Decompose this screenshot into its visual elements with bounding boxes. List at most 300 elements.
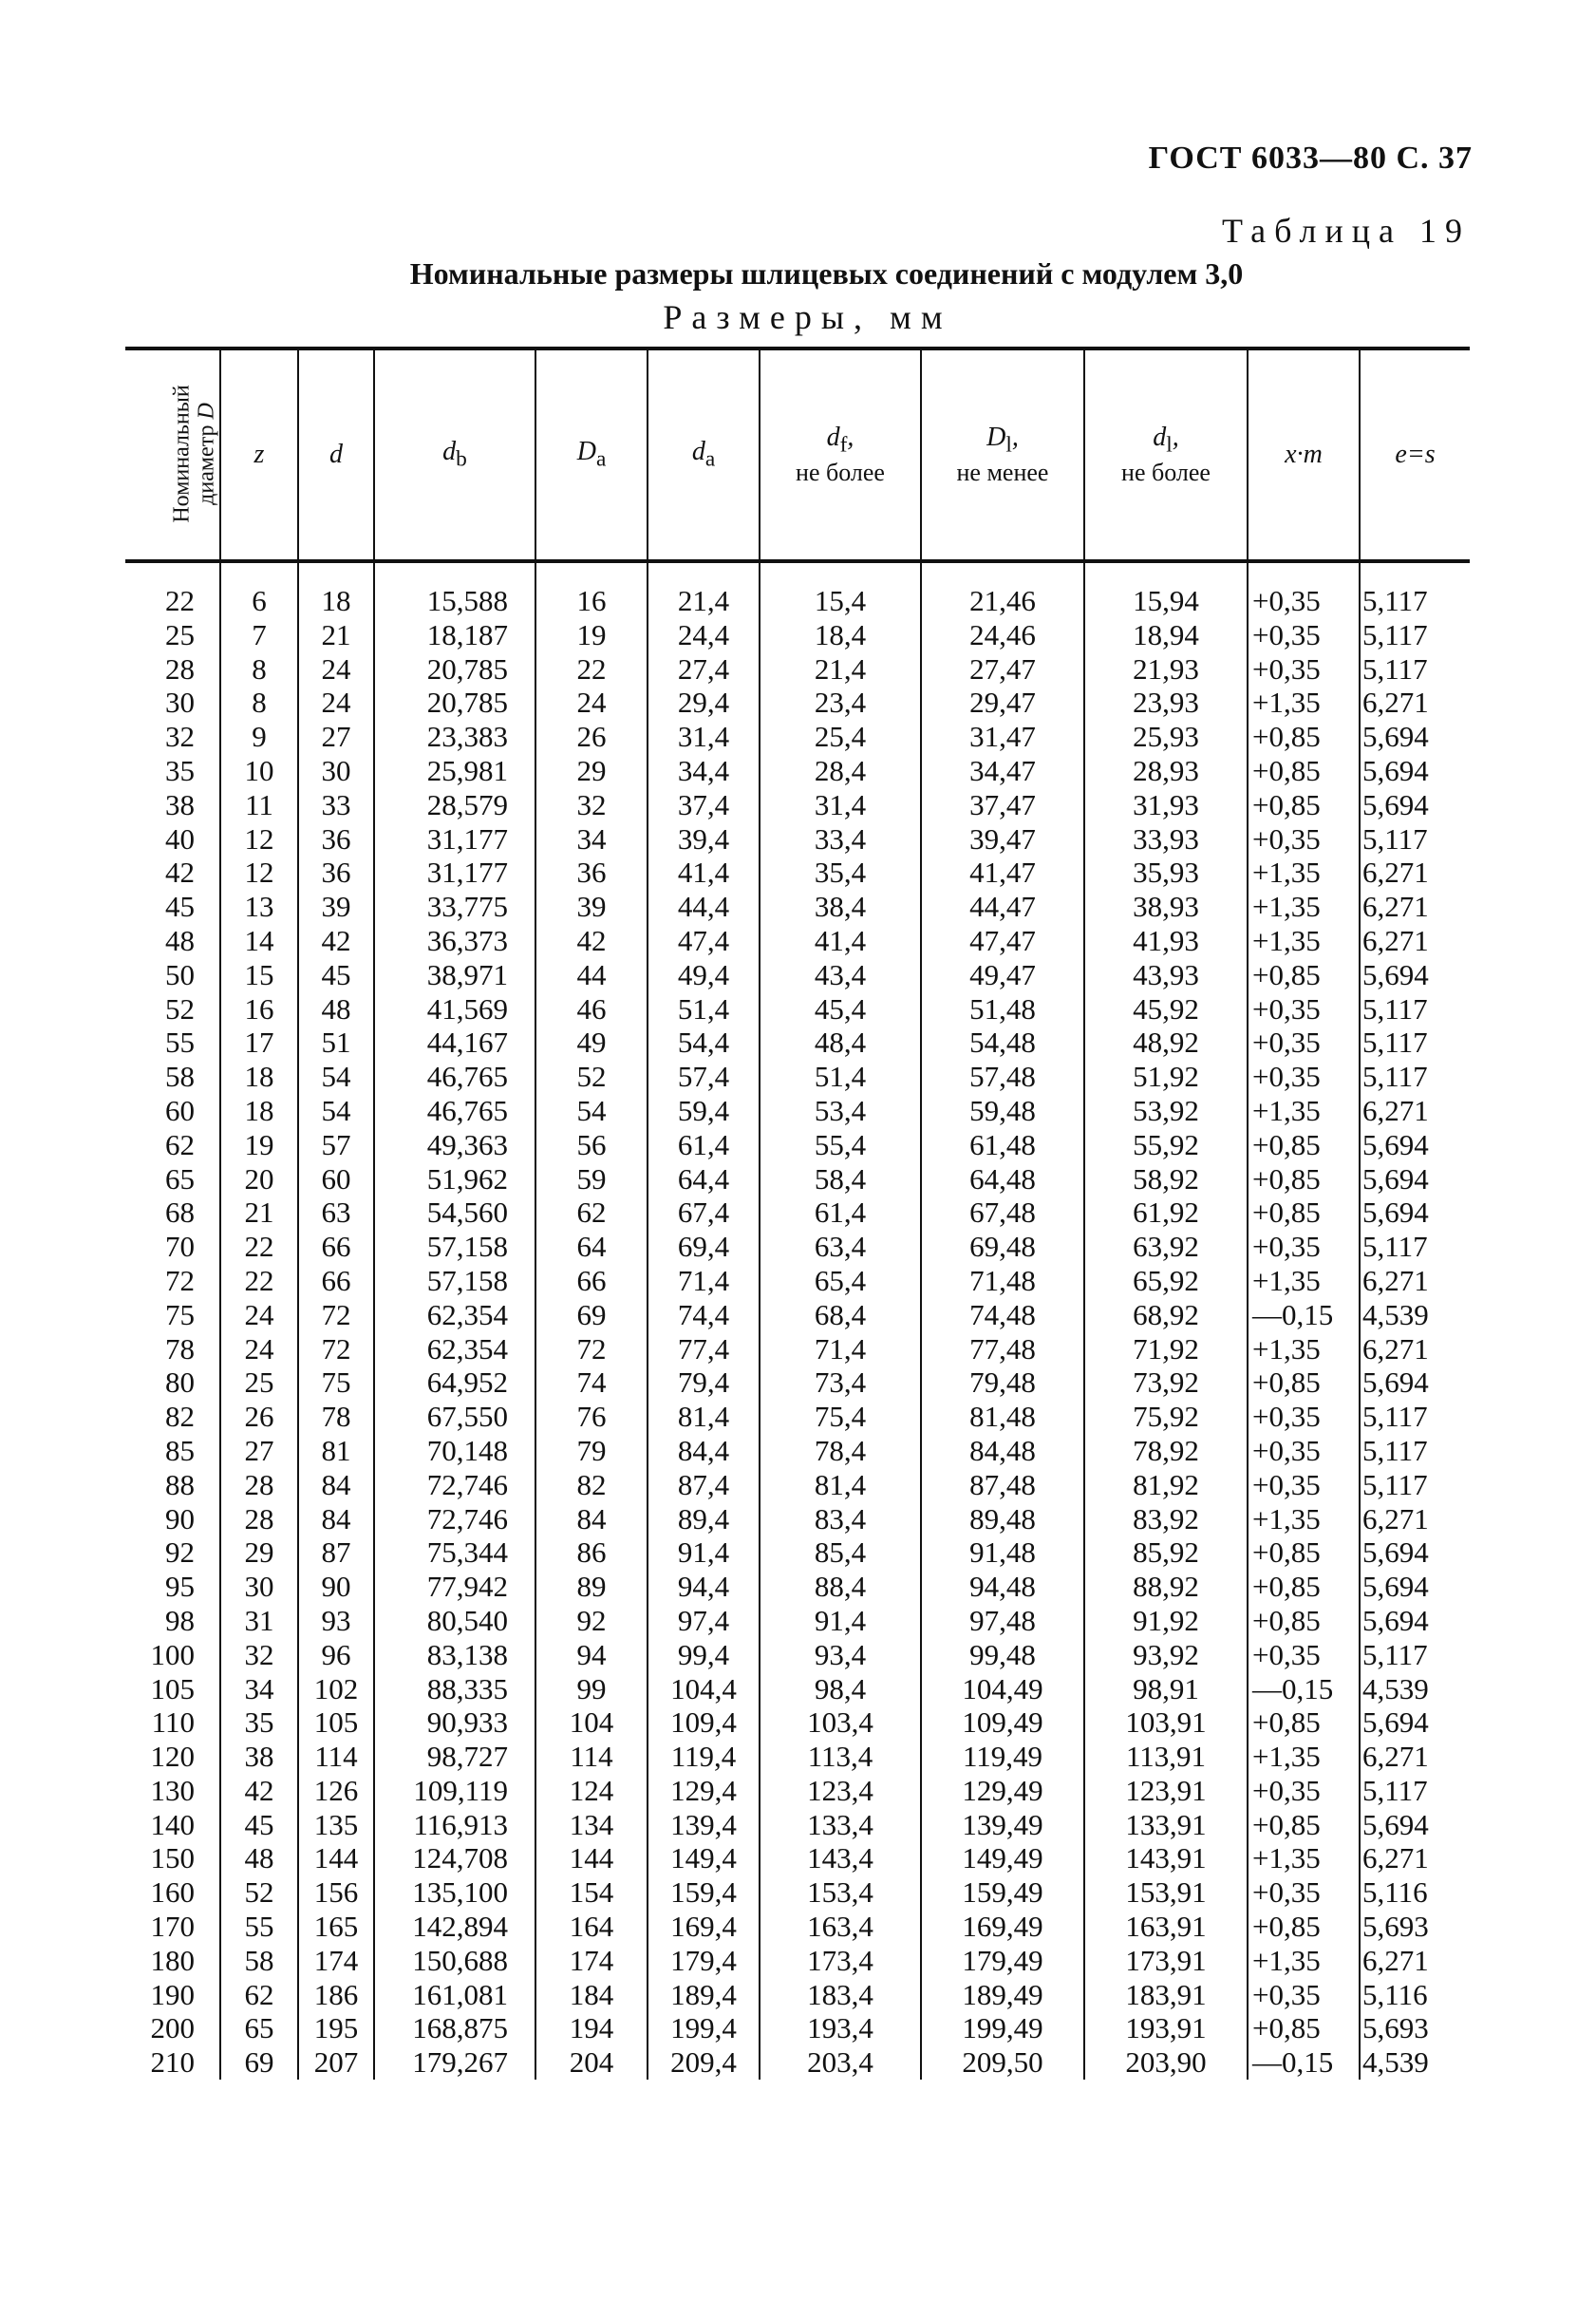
- cell-da: 31,4: [648, 720, 760, 754]
- cell-Dl: 77,48: [921, 1332, 1084, 1366]
- cell-nominal-diameter: 200: [150, 2011, 195, 2045]
- cell-db: 15,588: [374, 561, 535, 618]
- cell-z: 13: [220, 890, 298, 924]
- cell-da: 74,4: [648, 1298, 760, 1332]
- cell-es: 5,694: [1360, 754, 1470, 788]
- cell-Dl: 84,48: [921, 1434, 1084, 1468]
- cell-df: 133,4: [760, 1808, 921, 1842]
- cell-Dl: 67,48: [921, 1196, 1084, 1230]
- cell-Dl: 129,49: [921, 1774, 1084, 1808]
- cell-df: 71,4: [760, 1332, 921, 1366]
- table-row: [125, 1060, 1470, 1094]
- cell-es: 5,117: [1360, 1774, 1470, 1808]
- cell-es: 4,539: [1360, 1672, 1470, 1706]
- table-row: [125, 2011, 1470, 2045]
- cell-z: 16: [220, 992, 298, 1027]
- cell-df: 98,4: [760, 1672, 921, 1706]
- cell-da: 129,4: [648, 1774, 760, 1808]
- cell-db: 142,894: [374, 1910, 535, 1944]
- cell-nominal-diameter: 48: [165, 923, 195, 957]
- cell-xm: +1,35: [1248, 686, 1360, 720]
- table-row: [125, 1978, 1470, 2012]
- cell-z: 34: [220, 1672, 298, 1706]
- cell-df: 91,4: [760, 1604, 921, 1638]
- cell-xm: +1,35: [1248, 1332, 1360, 1366]
- cell-dl: 93,92: [1084, 1638, 1248, 1672]
- table-row: [125, 1230, 1470, 1264]
- cell-Dl: 24,46: [921, 618, 1084, 652]
- cell-Da: 26: [535, 720, 648, 754]
- cell-xm: +0,85: [1248, 1570, 1360, 1604]
- cell-nominal-diameter: 82: [165, 1400, 195, 1434]
- cell-z: 52: [220, 1875, 298, 1910]
- cell-xm: +1,35: [1248, 1740, 1360, 1774]
- cell-da: 27,4: [648, 652, 760, 687]
- cell-xm: +0,35: [1248, 1978, 1360, 2012]
- cell-da: 87,4: [648, 1468, 760, 1502]
- cell-z: 55: [220, 1910, 298, 1944]
- cell-df: 203,4: [760, 2045, 921, 2080]
- cell-z: 29: [220, 1535, 298, 1570]
- cell-xm: +0,35: [1248, 1875, 1360, 1910]
- table-row: [125, 890, 1470, 924]
- cell-dl: 63,92: [1084, 1230, 1248, 1264]
- table-row: [125, 1808, 1470, 1842]
- cell-Da: 124: [535, 1774, 648, 1808]
- cell-Da: 66: [535, 1264, 648, 1298]
- cell-dl: 41,93: [1084, 924, 1248, 958]
- cell-xm: +0,35: [1248, 992, 1360, 1027]
- cell-Da: 86: [535, 1535, 648, 1570]
- cell-z: 28: [220, 1468, 298, 1502]
- table-header-row: [125, 348, 1470, 561]
- cell-db: 36,373: [374, 924, 535, 958]
- cell-nominal-diameter: 35: [165, 753, 195, 787]
- cell-db: 23,383: [374, 720, 535, 754]
- table-row: [125, 1434, 1470, 1468]
- cell-df: 153,4: [760, 1875, 921, 1910]
- col-header-nominal-diameter: Номинальный диаметр D: [125, 348, 220, 561]
- cell-d: 21: [298, 618, 374, 652]
- cell-da: 149,4: [648, 1841, 760, 1875]
- cell-Da: 174: [535, 1944, 648, 1978]
- cell-Dl: 99,48: [921, 1638, 1084, 1672]
- cell-dl: 58,92: [1084, 1162, 1248, 1196]
- cell-Dl: 51,48: [921, 992, 1084, 1027]
- cell-dl: 113,91: [1084, 1740, 1248, 1774]
- cell-d: 57: [298, 1128, 374, 1162]
- cell-xm: +0,85: [1248, 2011, 1360, 2045]
- cell-da: 61,4: [648, 1128, 760, 1162]
- cell-d: 72: [298, 1332, 374, 1366]
- cell-Da: 34: [535, 822, 648, 857]
- table-row: [125, 1910, 1470, 1944]
- cell-xm: +0,35: [1248, 1026, 1360, 1060]
- cell-nominal-diameter: 40: [165, 821, 195, 856]
- cell-z: 9: [220, 720, 298, 754]
- cell-xm: +0,85: [1248, 958, 1360, 992]
- cell-Dl: 119,49: [921, 1740, 1084, 1774]
- cell-da: 47,4: [648, 924, 760, 958]
- cell-d: 102: [298, 1672, 374, 1706]
- cell-xm: +0,35: [1248, 652, 1360, 687]
- cell-da: 169,4: [648, 1910, 760, 1944]
- cell-db: 109,119: [374, 1774, 535, 1808]
- cell-dl: 38,93: [1084, 890, 1248, 924]
- cell-Da: 54: [535, 1094, 648, 1128]
- cell-es: 5,117: [1360, 561, 1470, 618]
- cell-es: 5,117: [1360, 992, 1470, 1027]
- cell-Dl: 74,48: [921, 1298, 1084, 1332]
- cell-dl: 25,93: [1084, 720, 1248, 754]
- cell-Da: 72: [535, 1332, 648, 1366]
- cell-Dl: 54,48: [921, 1026, 1084, 1060]
- cell-nominal-diameter: 50: [165, 957, 195, 991]
- page-header: ГОСТ 6033—80 С. 37: [1148, 141, 1473, 176]
- cell-db: 31,177: [374, 822, 535, 857]
- cell-d: 135: [298, 1808, 374, 1842]
- cell-Da: 22: [535, 652, 648, 687]
- cell-d: 51: [298, 1026, 374, 1060]
- cell-z: 20: [220, 1162, 298, 1196]
- cell-dl: 18,94: [1084, 618, 1248, 652]
- cell-z: 8: [220, 652, 298, 687]
- cell-da: 179,4: [648, 1944, 760, 1978]
- table-row: [125, 754, 1470, 788]
- cell-df: 63,4: [760, 1230, 921, 1264]
- cell-da: 209,4: [648, 2045, 760, 2080]
- cell-df: 78,4: [760, 1434, 921, 1468]
- table-row: [125, 958, 1470, 992]
- cell-z: 25: [220, 1366, 298, 1400]
- col-header-da: $d_a$: [648, 348, 760, 561]
- cell-da: 54,4: [648, 1026, 760, 1060]
- cell-da: 21,4: [648, 561, 760, 618]
- cell-nominal-diameter: 42: [165, 856, 195, 890]
- cell-Dl: 159,49: [921, 1875, 1084, 1910]
- cell-df: 23,4: [760, 686, 921, 720]
- cell-nominal-diameter: 100: [150, 1637, 195, 1671]
- cell-xm: +1,35: [1248, 924, 1360, 958]
- cell-z: 62: [220, 1978, 298, 2012]
- cell-Da: 49: [535, 1026, 648, 1060]
- cell-dl: 45,92: [1084, 992, 1248, 1027]
- cell-nominal-diameter: 120: [150, 1740, 195, 1774]
- cell-Da: 82: [535, 1468, 648, 1502]
- cell-Da: 79: [535, 1434, 648, 1468]
- cell-Da: 56: [535, 1128, 648, 1162]
- cell-es: 6,271: [1360, 1264, 1470, 1298]
- cell-d: 93: [298, 1604, 374, 1638]
- cell-xm: +1,35: [1248, 1841, 1360, 1875]
- cell-Da: 52: [535, 1060, 648, 1094]
- cell-nominal-diameter: 68: [165, 1196, 195, 1230]
- cell-z: 10: [220, 754, 298, 788]
- cell-d: 165: [298, 1910, 374, 1944]
- cell-db: 57,158: [374, 1264, 535, 1298]
- cell-db: 83,138: [374, 1638, 535, 1672]
- cell-db: 62,354: [374, 1332, 535, 1366]
- cell-es: 5,116: [1360, 1875, 1470, 1910]
- cell-Da: 32: [535, 788, 648, 822]
- table-row: [125, 1570, 1470, 1604]
- cell-z: 12: [220, 856, 298, 890]
- cell-nominal-diameter: 92: [165, 1535, 195, 1570]
- cell-df: 193,4: [760, 2011, 921, 2045]
- cell-db: 25,981: [374, 754, 535, 788]
- cell-db: 179,267: [374, 2045, 535, 2080]
- cell-db: 31,177: [374, 856, 535, 890]
- cell-d: 78: [298, 1400, 374, 1434]
- cell-db: 80,540: [374, 1604, 535, 1638]
- cell-dl: 85,92: [1084, 1535, 1248, 1570]
- col-header-es: e=s: [1360, 348, 1470, 561]
- table-row: [125, 561, 1470, 618]
- cell-dl: 163,91: [1084, 1910, 1248, 1944]
- cell-z: 30: [220, 1570, 298, 1604]
- cell-d: 174: [298, 1944, 374, 1978]
- cell-Dl: 69,48: [921, 1230, 1084, 1264]
- cell-xm: +1,35: [1248, 856, 1360, 890]
- cell-z: 7: [220, 618, 298, 652]
- cell-df: 55,4: [760, 1128, 921, 1162]
- cell-z: 48: [220, 1841, 298, 1875]
- cell-df: 28,4: [760, 754, 921, 788]
- cell-dl: 71,92: [1084, 1332, 1248, 1366]
- cell-z: 22: [220, 1264, 298, 1298]
- cell-da: 159,4: [648, 1875, 760, 1910]
- cell-da: 49,4: [648, 958, 760, 992]
- cell-df: 51,4: [760, 1060, 921, 1094]
- cell-Dl: 91,48: [921, 1535, 1084, 1570]
- cell-xm: +0,35: [1248, 1434, 1360, 1468]
- cell-Da: 134: [535, 1808, 648, 1842]
- cell-xm: +0,85: [1248, 1705, 1360, 1740]
- cell-da: 77,4: [648, 1332, 760, 1366]
- cell-Dl: 64,48: [921, 1162, 1084, 1196]
- cell-Dl: 21,46: [921, 561, 1084, 618]
- cell-Da: 204: [535, 2045, 648, 2080]
- cell-xm: +0,35: [1248, 1468, 1360, 1502]
- cell-Dl: 94,48: [921, 1570, 1084, 1604]
- cell-es: 5,117: [1360, 822, 1470, 857]
- cell-es: 5,694: [1360, 720, 1470, 754]
- cell-Da: 114: [535, 1740, 648, 1774]
- cell-df: 45,4: [760, 992, 921, 1027]
- cell-nominal-diameter: 95: [165, 1570, 195, 1604]
- cell-db: 51,962: [374, 1162, 535, 1196]
- cell-da: 104,4: [648, 1672, 760, 1706]
- cell-Dl: 209,50: [921, 2045, 1084, 2080]
- cell-da: 81,4: [648, 1400, 760, 1434]
- cell-d: 105: [298, 1705, 374, 1740]
- table-row: [125, 1841, 1470, 1875]
- cell-dl: 73,92: [1084, 1366, 1248, 1400]
- cell-nominal-diameter: 60: [165, 1093, 195, 1127]
- cell-df: 48,4: [760, 1026, 921, 1060]
- cell-es: 5,117: [1360, 1026, 1470, 1060]
- cell-Dl: 169,49: [921, 1910, 1084, 1944]
- cell-Da: 29: [535, 754, 648, 788]
- cell-df: 38,4: [760, 890, 921, 924]
- cell-es: 5,694: [1360, 1570, 1470, 1604]
- cell-d: 144: [298, 1841, 374, 1875]
- cell-nominal-diameter: 22: [165, 584, 195, 617]
- cell-Dl: 97,48: [921, 1604, 1084, 1638]
- cell-Dl: 34,47: [921, 754, 1084, 788]
- cell-xm: +0,85: [1248, 720, 1360, 754]
- cell-d: 33: [298, 788, 374, 822]
- cell-df: 25,4: [760, 720, 921, 754]
- cell-da: 37,4: [648, 788, 760, 822]
- cell-db: 46,765: [374, 1060, 535, 1094]
- cell-Dl: 89,48: [921, 1502, 1084, 1536]
- cell-df: 21,4: [760, 652, 921, 687]
- cell-Da: 104: [535, 1705, 648, 1740]
- cell-Dl: 37,47: [921, 788, 1084, 822]
- cell-da: 39,4: [648, 822, 760, 857]
- cell-Da: 184: [535, 1978, 648, 2012]
- cell-xm: +1,35: [1248, 1094, 1360, 1128]
- cell-d: 48: [298, 992, 374, 1027]
- cell-d: 207: [298, 2045, 374, 2080]
- cell-dl: 61,92: [1084, 1196, 1248, 1230]
- cell-es: 5,694: [1360, 958, 1470, 992]
- cell-Da: 44: [535, 958, 648, 992]
- cell-es: 6,271: [1360, 1841, 1470, 1875]
- cell-Da: 16: [535, 561, 648, 618]
- cell-d: 90: [298, 1570, 374, 1604]
- cell-es: 5,117: [1360, 618, 1470, 652]
- cell-es: 5,693: [1360, 1910, 1470, 1944]
- cell-df: 83,4: [760, 1502, 921, 1536]
- cell-d: 126: [298, 1774, 374, 1808]
- cell-es: 4,539: [1360, 1298, 1470, 1332]
- cell-df: 61,4: [760, 1196, 921, 1230]
- table-row: [125, 686, 1470, 720]
- cell-nominal-diameter: 85: [165, 1433, 195, 1467]
- table-row: [125, 618, 1470, 652]
- cell-es: 5,694: [1360, 1366, 1470, 1400]
- cell-Dl: 104,49: [921, 1672, 1084, 1706]
- cell-d: 18: [298, 561, 374, 618]
- cell-Dl: 109,49: [921, 1705, 1084, 1740]
- table-row: [125, 1774, 1470, 1808]
- cell-z: 42: [220, 1774, 298, 1808]
- cell-dl: 65,92: [1084, 1264, 1248, 1298]
- cell-es: 5,117: [1360, 1638, 1470, 1672]
- cell-db: 46,765: [374, 1094, 535, 1128]
- cell-Dl: 179,49: [921, 1944, 1084, 1978]
- cell-dl: 68,92: [1084, 1298, 1248, 1332]
- cell-z: 12: [220, 822, 298, 857]
- table-row: [125, 1740, 1470, 1774]
- cell-Da: 42: [535, 924, 648, 958]
- cell-df: 123,4: [760, 1774, 921, 1808]
- cell-xm: +0,35: [1248, 1400, 1360, 1434]
- cell-df: 53,4: [760, 1094, 921, 1128]
- cell-xm: +0,35: [1248, 1060, 1360, 1094]
- cell-d: 75: [298, 1366, 374, 1400]
- cell-d: 81: [298, 1434, 374, 1468]
- cell-db: 90,933: [374, 1705, 535, 1740]
- cell-nominal-diameter: 45: [165, 890, 195, 924]
- col-header-Dl: $D_l$, не менее: [921, 348, 1084, 561]
- cell-db: 135,100: [374, 1875, 535, 1910]
- cell-dl: 78,92: [1084, 1434, 1248, 1468]
- cell-db: 44,167: [374, 1026, 535, 1060]
- cell-d: 156: [298, 1875, 374, 1910]
- cell-nominal-diameter: 65: [165, 1161, 195, 1196]
- cell-Da: 94: [535, 1638, 648, 1672]
- cell-nominal-diameter: 55: [165, 1026, 195, 1060]
- table-row: [125, 1128, 1470, 1162]
- cell-dl: 153,91: [1084, 1875, 1248, 1910]
- cell-xm: —0,15: [1248, 2045, 1360, 2080]
- cell-df: 68,4: [760, 1298, 921, 1332]
- cell-d: 96: [298, 1638, 374, 1672]
- cell-z: 18: [220, 1094, 298, 1128]
- cell-es: 6,271: [1360, 1944, 1470, 1978]
- cell-dl: 53,92: [1084, 1094, 1248, 1128]
- cell-es: 5,117: [1360, 1230, 1470, 1264]
- table-row: [125, 1705, 1470, 1740]
- cell-Da: 89: [535, 1570, 648, 1604]
- cell-dl: 15,94: [1084, 561, 1248, 618]
- cell-es: 6,271: [1360, 686, 1470, 720]
- cell-da: 57,4: [648, 1060, 760, 1094]
- cell-Da: 62: [535, 1196, 648, 1230]
- cell-da: 29,4: [648, 686, 760, 720]
- cell-da: 69,4: [648, 1230, 760, 1264]
- cell-da: 59,4: [648, 1094, 760, 1128]
- cell-dl: 33,93: [1084, 822, 1248, 857]
- cell-nominal-diameter: 88: [165, 1467, 195, 1501]
- cell-z: 45: [220, 1808, 298, 1842]
- cell-xm: +0,35: [1248, 1638, 1360, 1672]
- cell-db: 18,187: [374, 618, 535, 652]
- cell-da: 64,4: [648, 1162, 760, 1196]
- cell-db: 75,344: [374, 1535, 535, 1570]
- cell-xm: +0,35: [1248, 1774, 1360, 1808]
- cell-df: 58,4: [760, 1162, 921, 1196]
- cell-da: 199,4: [648, 2011, 760, 2045]
- cell-nominal-diameter: 98: [165, 1603, 195, 1637]
- cell-dl: 81,92: [1084, 1468, 1248, 1502]
- cell-d: 45: [298, 958, 374, 992]
- cell-da: 44,4: [648, 890, 760, 924]
- cell-Da: 39: [535, 890, 648, 924]
- cell-d: 186: [298, 1978, 374, 2012]
- table-row: [125, 856, 1470, 890]
- cell-es: 6,271: [1360, 1094, 1470, 1128]
- cell-z: 35: [220, 1705, 298, 1740]
- cell-d: 84: [298, 1468, 374, 1502]
- cell-df: 143,4: [760, 1841, 921, 1875]
- cell-d: 60: [298, 1162, 374, 1196]
- cell-Dl: 189,49: [921, 1978, 1084, 2012]
- cell-es: 6,271: [1360, 1332, 1470, 1366]
- cell-da: 84,4: [648, 1434, 760, 1468]
- cell-dl: 203,90: [1084, 2045, 1248, 2080]
- cell-es: 5,694: [1360, 1604, 1470, 1638]
- cell-da: 109,4: [648, 1705, 760, 1740]
- cell-Dl: 59,48: [921, 1094, 1084, 1128]
- cell-es: 6,271: [1360, 1740, 1470, 1774]
- cell-nominal-diameter: 80: [165, 1366, 195, 1400]
- cell-Da: 144: [535, 1841, 648, 1875]
- cell-db: 88,335: [374, 1672, 535, 1706]
